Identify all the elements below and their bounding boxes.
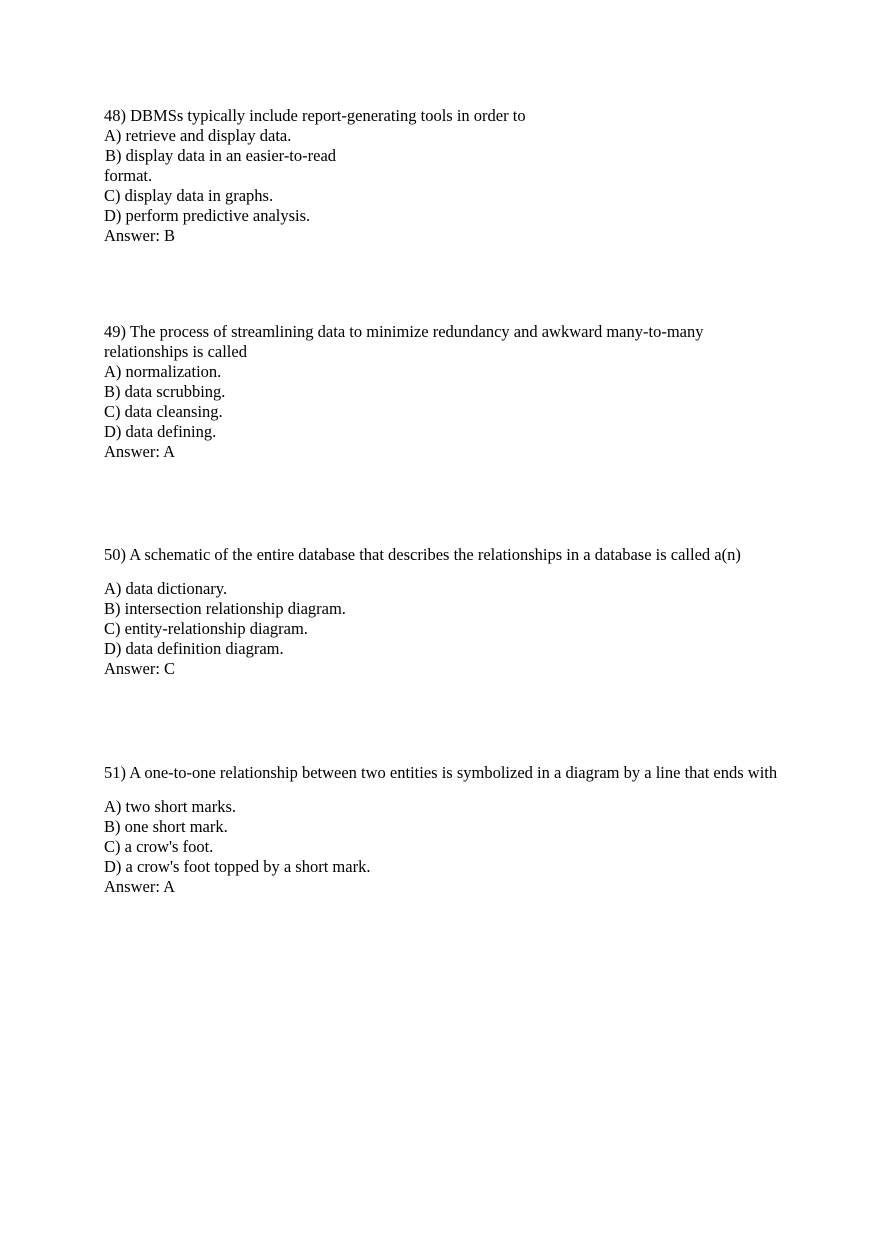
option-c: C) display data in graphs. xyxy=(104,186,274,205)
option-d: D) perform predictive analysis. xyxy=(104,206,311,225)
option-a: A) data dictionary. xyxy=(104,579,228,598)
option-a: A) two short marks. xyxy=(104,797,236,816)
question-50 xyxy=(104,545,794,679)
option-b: B) intersection relationship diagram. xyxy=(104,599,346,618)
answer: Answer: A xyxy=(104,877,176,896)
option-c: C) data cleansing. xyxy=(104,402,223,421)
option-b-continuation: format. xyxy=(104,166,153,185)
question-49 xyxy=(104,322,744,462)
option-a: A) normalization. xyxy=(104,362,222,381)
option-b: B) data scrubbing. xyxy=(104,382,226,401)
option-c: C) a crow's foot. xyxy=(104,837,214,856)
answer: Answer: B xyxy=(104,226,176,245)
spacer xyxy=(104,783,794,797)
spacer xyxy=(104,565,794,579)
answer: Answer: C xyxy=(104,659,176,678)
option-d: D) data defining. xyxy=(104,422,217,441)
answer: Answer: A xyxy=(104,442,176,461)
option-c: C) entity-relationship diagram. xyxy=(104,619,308,638)
question-stem: 48) DBMSs typically include report-generating tools in order to xyxy=(104,106,526,125)
option-b: B) display data in an easier-to-read xyxy=(105,146,337,165)
option-d: D) data definition diagram. xyxy=(104,639,284,658)
option-a: A) retrieve and display data. xyxy=(104,126,292,145)
question-stem: 51) A one-to-one relationship between two entities is symbolized in a diagram by a line that ends with xyxy=(104,763,778,782)
question-stem: 50) A schematic of the entire database that describes the relationships in a database is called a(n) xyxy=(104,545,741,564)
option-d: D) a crow's foot topped by a short mark. xyxy=(104,857,371,876)
question-stem: 49) The process of streamlining data to minimize redundancy and awkward many-to-many relationships is called xyxy=(104,322,704,361)
question-51 xyxy=(104,763,794,897)
option-b: B) one short mark. xyxy=(104,817,228,836)
question-48 xyxy=(104,106,794,246)
